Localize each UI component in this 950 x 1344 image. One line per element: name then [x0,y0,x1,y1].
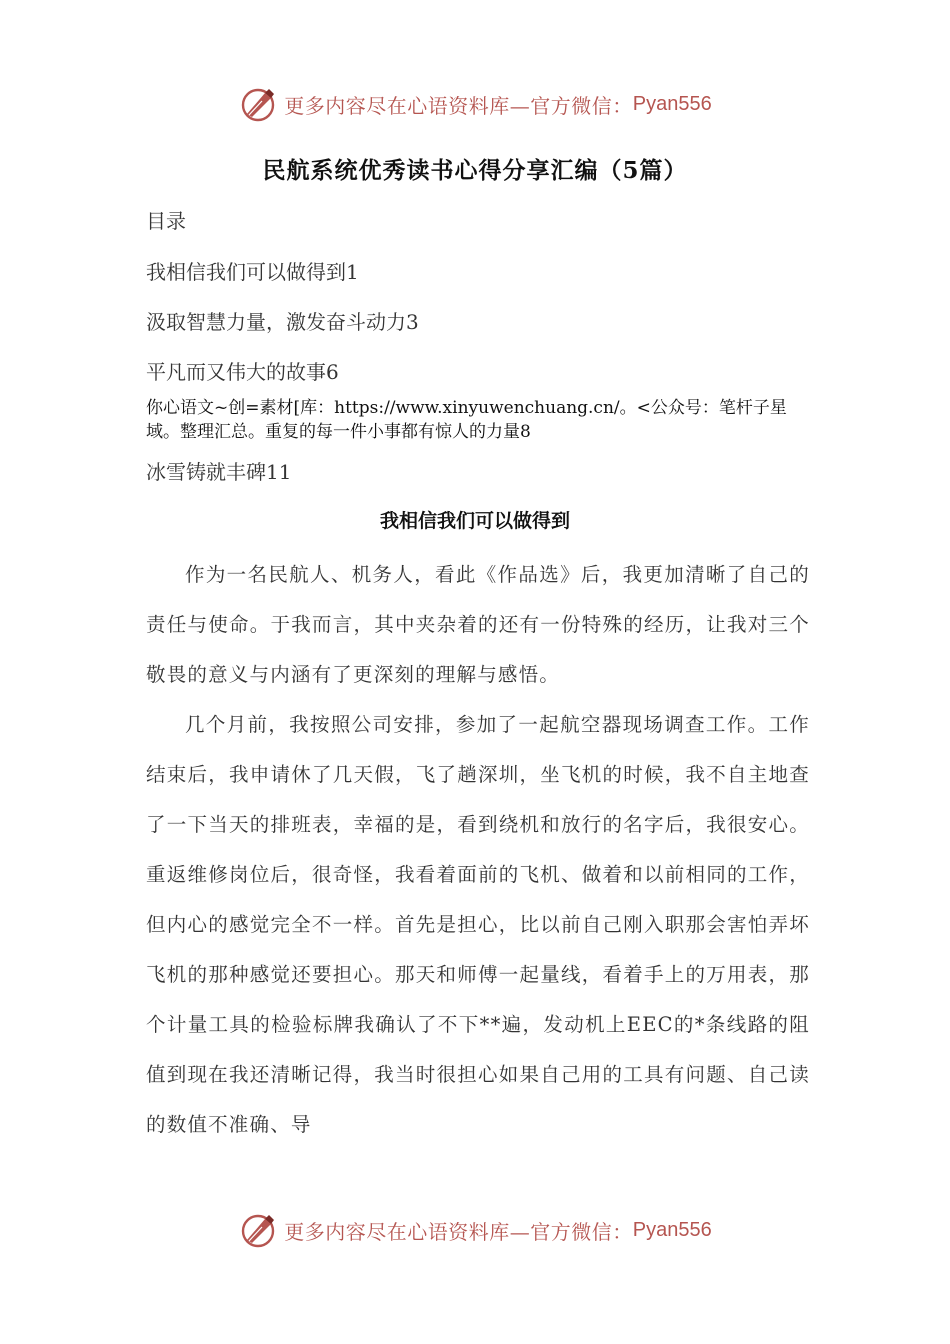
section-body [146,550,810,1150]
toc-item: 平凡而又伟大的故事6 [146,360,339,384]
toc-item: 汲取智慧力量，激发奋斗动力3 [146,310,419,334]
pen-nib-logo-icon [238,1210,278,1250]
section-title: 我相信我们可以做得到 [379,510,570,532]
banner-text: 更多内容尽在心语资料库—官方微信： [284,93,633,118]
body-paragraph: 作为一名民航人、机务人，看此《作品选》后，我更加清晰了自己的责任与使命。于我而言，其中夹杂着的还有一份特殊的经历，让我对三个敬畏的意义与内涵有了更深刻的理解与感悟。 [146,563,810,686]
banner-text: 更多内容尽在心语资料库—官方微信： [284,1219,633,1244]
footer-banner [0,1206,950,1254]
banner-contact: Pyan556 [632,1218,712,1241]
document-title: 民航系统优秀读书心得分享汇编（5篇） [262,157,688,184]
toc-item: 你心语文~创=素材[库：https://www.xinyuwenchuang.cn/。<公众号：笔杆子星域。整理汇总。重复的每一件小事都有惊人的力量8 [146,398,787,442]
header-banner [0,80,950,128]
toc-item: 冰雪铸就丰碑11 [146,460,292,484]
pen-nib-logo-icon [238,84,278,124]
banner-contact: Pyan556 [632,92,712,115]
toc-heading: 目录 [146,209,186,233]
body-paragraph: 几个月前，我按照公司安排，参加了一起航空器现场调查工作。工作结束后，我申请休了几天假，飞了趟深圳，坐飞机的时候，我不自主地查了一下当天的排班表，幸福的是，看到绕机和放行的名字后，我很安心。重返维修岗位后，很奇怪，我看着面前的飞机、做着和以前相同的工作，但内心的感觉完全不一样。首先是担心，比以前自己刚入职那会害怕弄坏飞机的那种感觉还要担心。那天和师傅一起量线，看着手上的万用表，那个计量工具的检验标牌我确认了不下**遍，发动机上EEC的*条线路的阻值到现在我还清晰记得，我当时很担心如果自己用的工具有问题、自己读的数值不准确、导 [146,713,810,1136]
toc-item: 我相信我们可以做得到1 [146,260,359,284]
